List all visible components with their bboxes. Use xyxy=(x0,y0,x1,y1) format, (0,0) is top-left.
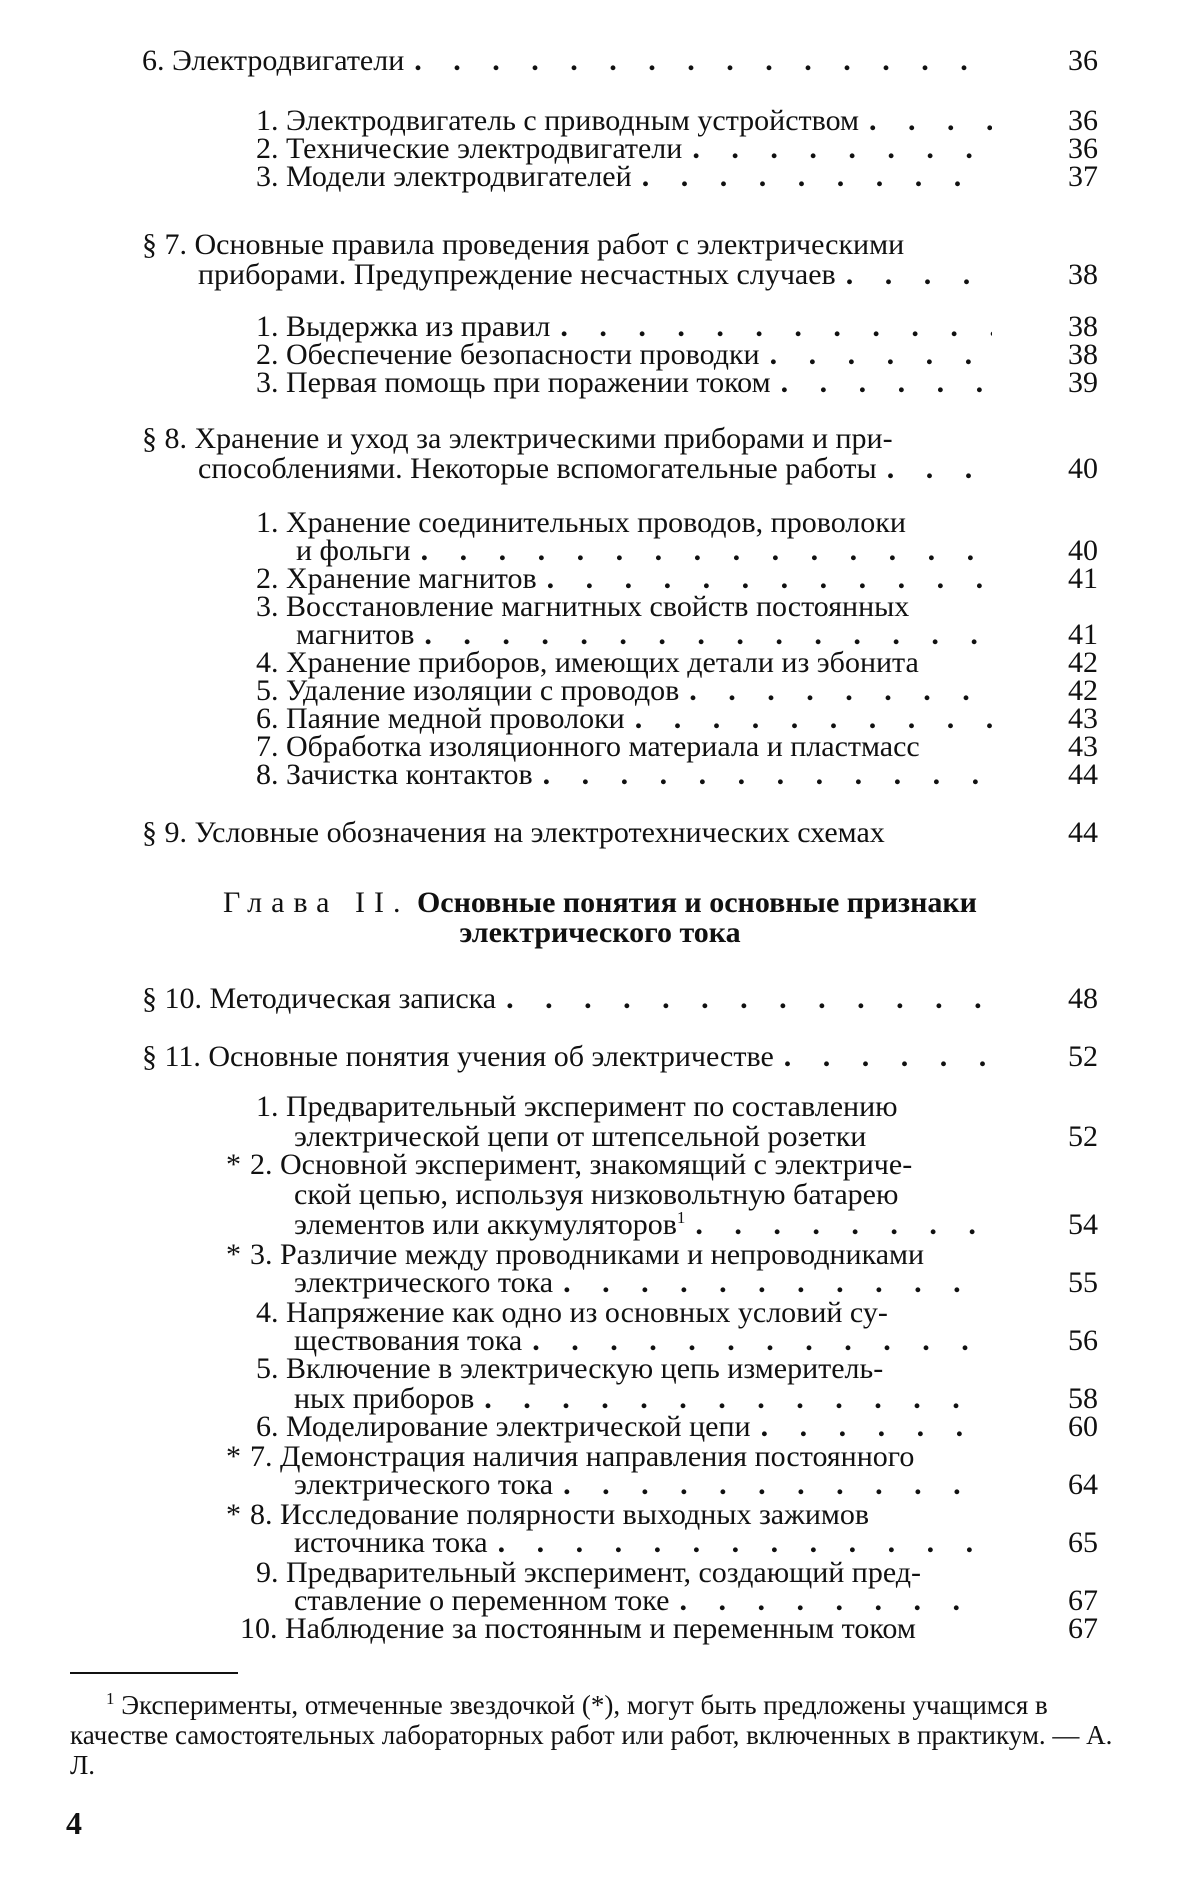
dot-leader xyxy=(498,1528,992,1558)
toc-entry-section-11 xyxy=(142,1042,992,1072)
dot-leader xyxy=(784,1042,992,1072)
toc-entry-title: 2. Хранение магнитов xyxy=(256,562,537,595)
toc-entry-11-2-line3: элементов или аккумуляторов$^1$ . . . xyxy=(294,1210,992,1240)
asterisk-mark: * xyxy=(226,1440,241,1473)
dot-leader xyxy=(689,676,992,706)
toc-page-number: 43 xyxy=(1068,730,1098,763)
toc-entry-title: 8. Зачистка контактов xyxy=(256,758,533,791)
toc-entry-11-3-line2: электрического тока . . . xyxy=(294,1268,992,1298)
dot-leader xyxy=(563,1470,992,1500)
toc-entry-11-9-line2: ставление о переменном токе . . . xyxy=(294,1586,992,1616)
toc-entry-title: § 10. Методическая записка xyxy=(142,982,497,1015)
toc-entry-section-6 xyxy=(142,46,992,76)
toc-entry-7-3 xyxy=(256,368,992,398)
toc-entry-title: 2. Обеспечение безопасности проводки xyxy=(256,338,760,371)
dot-leader xyxy=(563,1268,992,1298)
toc-entry-11-4-line2: ществования тока . . . xyxy=(294,1326,992,1356)
toc-entry-title: § 11. Основные понятия учения об электричестве xyxy=(142,1040,774,1073)
toc-page-number: 36 xyxy=(1068,44,1098,77)
toc-entry-11-5-line1: 5. Включение в электрическую цепь измеритель- xyxy=(256,1352,884,1385)
toc-entry-title: 6. Моделирование электрической цепи xyxy=(256,1410,751,1443)
toc-page-number: 58 xyxy=(1068,1382,1098,1415)
toc-entry-8-7: 7. Обработка изоляционного материала и пластмасс xyxy=(256,730,920,763)
toc-page-number: 38 xyxy=(1068,310,1098,343)
toc-page-number: 52 xyxy=(1068,1040,1098,1073)
toc-entry-8-1-line1: 1. Хранение соединительных проводов, проволоки xyxy=(256,506,906,539)
toc-entry-8-4: 4. Хранение приборов, имеющих детали из эбонита xyxy=(256,646,919,679)
dot-leader xyxy=(869,106,992,136)
toc-entry-11-2-line1: 2. Основной эксперимент, знакомящий с электриче- xyxy=(250,1148,913,1181)
footnote-rule xyxy=(70,1672,238,1674)
toc-entry-11-1-line2: электрической цепи от штепсельной розетки xyxy=(294,1120,867,1153)
toc-entry-section-9: § 9. Условные обозначения на электротехнических схемах xyxy=(142,816,885,849)
toc-entry-section-8-line1: § 8. Хранение и уход за электрическими приборами и при- xyxy=(142,422,893,455)
toc-page-number: 37 xyxy=(1068,160,1098,193)
toc-entry-title: 6. Электродвигатели xyxy=(142,44,405,77)
footnote xyxy=(70,1690,1140,1780)
toc-page-number: 67 xyxy=(1068,1612,1098,1645)
toc-entry-section-7-line2: приборами. Предупреждение несчастных случаев . . . xyxy=(198,260,992,290)
toc-entry-title: 5. Удаление изоляции с проводов xyxy=(256,674,680,707)
toc-page-number: 40 xyxy=(1068,534,1098,567)
toc-page-number: 41 xyxy=(1068,618,1098,651)
toc-page-number: 60 xyxy=(1068,1410,1098,1443)
toc-entry-11-4-line1: 4. Напряжение как одно из основных условий су- xyxy=(256,1296,888,1329)
footnote-mark: 1 xyxy=(106,1689,115,1708)
toc-page-number: 38 xyxy=(1068,338,1098,371)
toc-page-number: 44 xyxy=(1068,758,1098,791)
dot-leader xyxy=(770,340,992,370)
toc-entry-8-8 xyxy=(256,760,992,790)
toc-page-number: 54 xyxy=(1068,1208,1098,1241)
footnote-text: Эксперименты, отмеченные звездочкой (*), могут быть предложены учащимся в качестве самостоятельных лабораторных работ или работ, включенных в практикум. — А. Л. xyxy=(70,1690,1113,1780)
toc-entry-title: 6. Паяние медной проволоки xyxy=(256,702,625,735)
dot-leader xyxy=(506,984,992,1014)
toc-page-number: 55 xyxy=(1068,1266,1098,1299)
dot-leader xyxy=(695,1210,992,1240)
toc-entry-8-3-line1: 3. Восстановление магнитных свойств постоянных xyxy=(256,590,910,623)
toc-entry-6-3 xyxy=(256,162,992,192)
toc-page-number: 67 xyxy=(1068,1584,1098,1617)
asterisk-mark: * xyxy=(226,1498,241,1531)
toc-entry-title: 1. Выдержка из правил xyxy=(256,310,551,343)
toc-entry-title: 1. Электродвигатель с приводным устройством xyxy=(256,104,860,137)
toc-entry-title: 3. Модели электродвигателей xyxy=(256,160,632,193)
dot-leader xyxy=(846,260,992,290)
toc-entry-11-3-line1: 3. Различие между проводниками и непроводниками xyxy=(250,1238,925,1271)
toc-entry-section-7-line1: § 7. Основные правила проведения работ с электрическими xyxy=(142,228,905,261)
toc-entry-11-10: 10. Наблюдение за постоянным и переменным током xyxy=(240,1612,916,1645)
toc-entry-section-8-line2: способлениями. Некоторые вспомогательные работы . . . xyxy=(198,454,992,484)
toc-entry-11-7-line2: электрического тока . . . xyxy=(294,1470,992,1500)
dot-leader xyxy=(887,454,992,484)
chapter-label: Глава II. xyxy=(223,886,410,919)
toc-entry-11-8-line2: источника тока . . . xyxy=(294,1528,992,1558)
toc-page-number: 64 xyxy=(1068,1468,1098,1501)
dot-leader xyxy=(642,162,992,192)
toc-page-number: 39 xyxy=(1068,366,1098,399)
toc-page-number: 41 xyxy=(1068,562,1098,595)
dot-leader xyxy=(543,760,992,790)
toc-entry-11-6 xyxy=(256,1412,992,1442)
toc-page-number: 42 xyxy=(1068,674,1098,707)
toc-entry-11-1-line1: 1. Предварительный эксперимент по составлению xyxy=(256,1090,898,1123)
toc-page-number: 42 xyxy=(1068,646,1098,679)
toc-page-number: 56 xyxy=(1068,1324,1098,1357)
toc-entry-11-2-line2: ской цепью, используя низковольтную батарею xyxy=(294,1178,899,1211)
toc-entry-11-8-line1: 8. Исследование полярности выходных зажимов xyxy=(250,1498,870,1531)
toc-page-number: 48 xyxy=(1068,982,1098,1015)
dot-leader xyxy=(692,134,992,164)
asterisk-mark: * xyxy=(226,1148,241,1181)
dot-leader xyxy=(781,368,992,398)
asterisk-mark: * xyxy=(226,1238,241,1271)
toc-page-number: 36 xyxy=(1068,132,1098,165)
chapter-heading xyxy=(200,888,1000,918)
toc-entry-title: 3. Первая помощь при поражении током xyxy=(256,366,771,399)
toc-entry-8-3-line2: магнитов . . . xyxy=(296,620,992,650)
toc-page-number: 44 xyxy=(1068,816,1098,849)
toc-page-number: 36 xyxy=(1068,104,1098,137)
toc-page-number: 38 xyxy=(1068,258,1098,291)
toc-page-number: 43 xyxy=(1068,702,1098,735)
toc-entry-8-1-line2: и фольги . . . xyxy=(296,536,992,566)
toc-entry-section-10 xyxy=(142,984,992,1014)
page-number: 4 xyxy=(66,1805,82,1841)
toc-entry-11-7-line1: 7. Демонстрация наличия направления постоянного xyxy=(250,1440,915,1473)
toc-entry-11-5-line2: ных приборов . . . xyxy=(294,1384,992,1414)
toc-page-number: 52 xyxy=(1068,1120,1098,1153)
chapter-title-line2: электрического тока xyxy=(459,916,741,949)
toc-page-number: 65 xyxy=(1068,1526,1098,1559)
toc-page-number: 40 xyxy=(1068,452,1098,485)
dot-leader xyxy=(414,46,992,76)
dot-leader xyxy=(761,1412,992,1442)
toc-entry-11-9-line1: 9. Предварительный эксперимент, создающий пред- xyxy=(256,1556,922,1589)
chapter-title-line1: Основные понятия и основные признаки xyxy=(416,886,977,919)
footnote-reference: 1 xyxy=(676,1208,686,1227)
toc-entry-title: 2. Технические электродвигатели xyxy=(256,132,683,165)
